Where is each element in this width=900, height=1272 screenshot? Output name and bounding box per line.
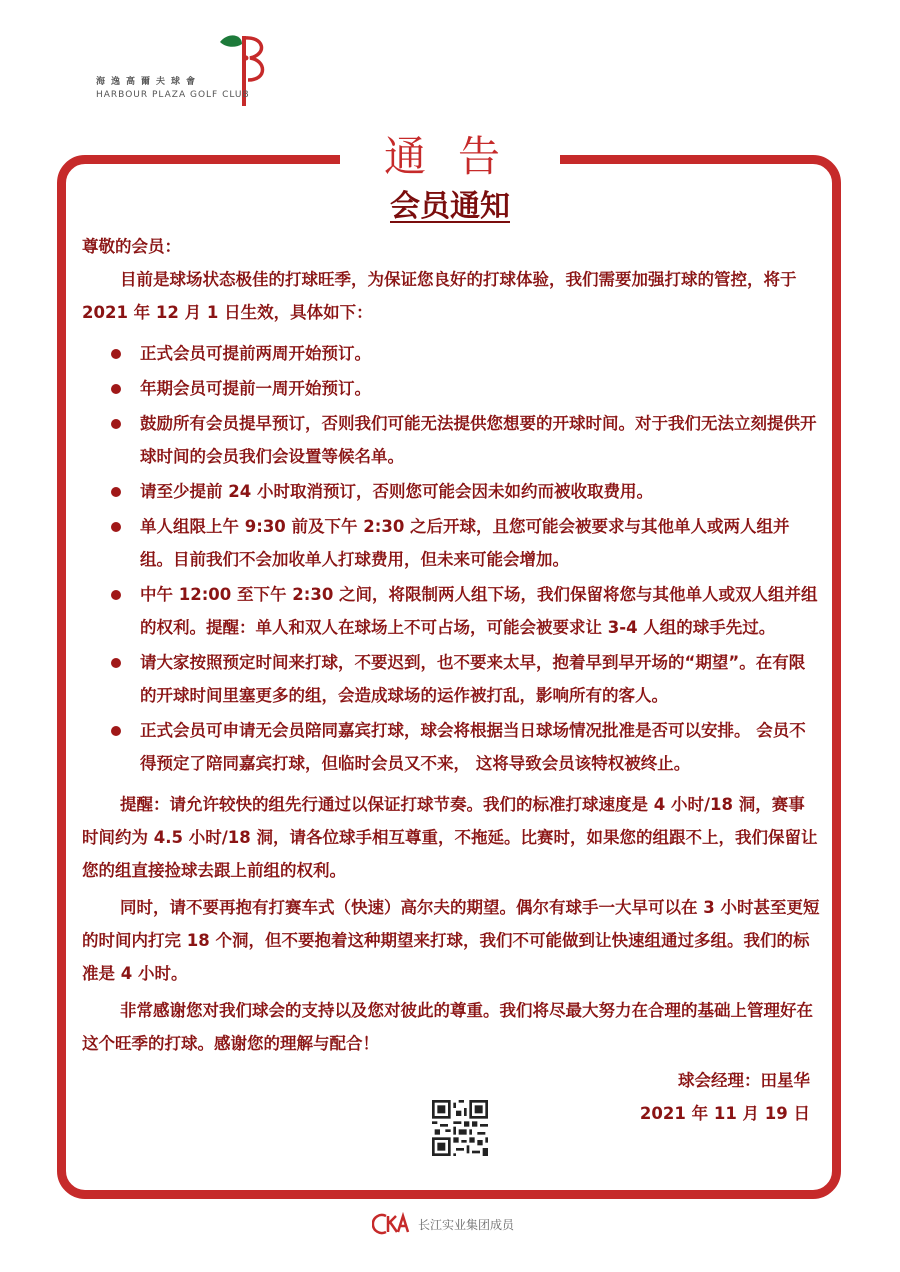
intro-paragraph: 目前是球场状态极佳的打球旺季，为保证您良好的打球体验，我们需要加强打球的管控，将于 2021 年 12 月 1 日生效，具体如下： (82, 270, 797, 322)
pace-paragraph: 同时，请不要再抱有打赛车式（快速）高尔夫的期望。偶尔有球手一大早可以在 3 小时甚至更短的时间内打完 18 个洞，但不要抱着这种期望来打球，我们不可能做到让快速组通过多组。我们的标准是 4 小时。 (82, 898, 820, 983)
signature: 球会经理：田星华 (678, 1071, 810, 1090)
list-item: 正式会员可申请无会员陪同嘉宾打球，球会将根据当日球场情况批准是否可以安排。 会员不得预定了陪同嘉宾打球，但临时会员又不来， 这将导致会员该特权被终止。 (82, 714, 820, 780)
list-item: 鼓励所有会员提早预订，否则我们可能无法提供您想要的开球时间。对于我们无法立刻提供开球时间的会员我们会设置等候名单。 (82, 407, 820, 473)
qr-code-icon (432, 1100, 488, 1156)
list-item: 请大家按照预定时间来打球，不要迟到，也不要来太早，抱着早到早开场的“期望”。在有限的开球时间里塞更多的组，会造成球场的运作被打乱，影响所有的客人。 (82, 646, 820, 712)
notice-body (82, 230, 820, 1130)
club-logo (96, 28, 286, 108)
closing-paragraph: 非常感谢您对我们球会的支持以及您对彼此的尊重。我们将尽最大努力在合理的基础上管理好在这个旺季的打球。感谢您的理解与配合！ (82, 1001, 813, 1053)
list-item: 年期会员可提前一周开始预订。 (82, 372, 820, 405)
reminder-paragraph: 提醒：请允许较快的组先行通过以保证打球节奏。我们的标准打球速度是 4 小时/18 洞，赛事时间约为 4.5 小时/18 洞，请各位球手相互尊重，不拖延。比赛时，如果您的组跟不上，我们保留让您的组直接捡球去跟上前组的权利。 (82, 795, 818, 880)
logo-english-name: HARBOUR PLAZA GOLF CLUB (96, 90, 250, 100)
footer (372, 1210, 514, 1238)
greeting: 尊敬的会员： (82, 237, 181, 256)
list-item: 中午 12:00 至下午 2:30 之间，将限制两人组下场，我们保留将您与其他单人或双人组并组的权利。提醒：单人和双人在球场上不可占场，可能会被要求让 3-4 人组的球手先过。 (82, 578, 820, 644)
ck-group-logo-icon (372, 1212, 412, 1236)
footer-text: 长江实业集团成员 (418, 1217, 515, 1232)
notice-subtitle (0, 181, 900, 225)
logo-chinese-name: 海逸高爾夫球會 (96, 77, 202, 87)
list-item: 正式会员可提前两周开始预订。 (82, 337, 820, 370)
rules-list (82, 337, 820, 780)
notice-date: 2021 年 11 月 19 日 (639, 1104, 810, 1123)
notice-subtitle-text: 会员通知 (390, 189, 510, 224)
notice-title: 通告 (383, 132, 532, 181)
list-item: 单人组限上午 9:30 前及下午 2:30 之后开球，且您可能会被要求与其他单人或两人组并组。目前我们不会加收单人打球费用，但未来可能会增加。 (82, 510, 820, 576)
list-item: 请至少提前 24 小时取消预订，否则您可能会因未如约而被收取费用。 (82, 475, 820, 508)
